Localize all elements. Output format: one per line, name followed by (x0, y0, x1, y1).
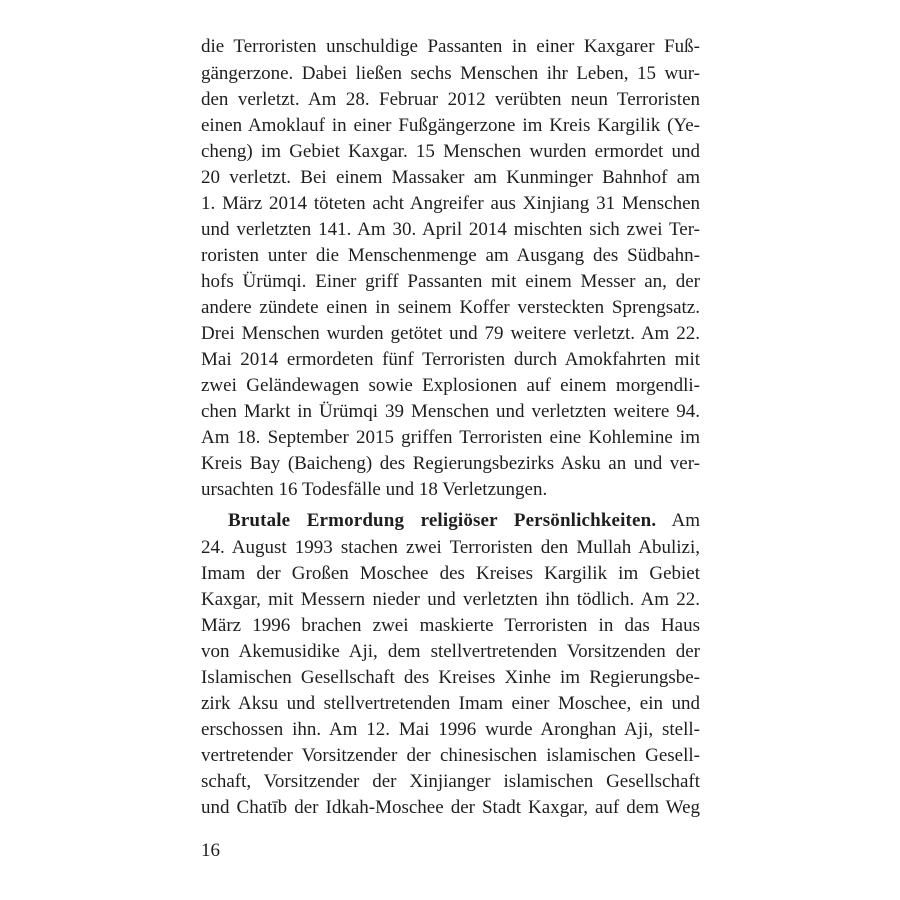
text-line: ursachten 16 Todesfälle und 18 Verletzungen. (201, 479, 548, 500)
text-line: Imam der Großen Moschee des Kreises Kargilik im Gebiet (201, 563, 700, 584)
text-line: vertretender Vorsitzender der chinesischen islamischen Gesell- (201, 745, 700, 766)
text-line: Kaxgar, mit Messern nieder und verletzten ihn tödlich. Am 22. (201, 589, 700, 610)
text-line: den verletzt. Am 28. Februar 2012 verübten neun Terroristen (201, 89, 700, 110)
text-line: zirk Aksu und stellvertretenden Imam einer Moschee, ein und (201, 693, 700, 714)
text-line: andere zündete einen in seinem Koffer versteckten Sprengsatz. (201, 297, 700, 318)
page-number: 16 (201, 840, 220, 861)
text-line: Islamischen Gesellschaft des Kreises Xinhe im Regierungsbe- (201, 667, 700, 688)
text-line: roristen unter die Menschenmenge am Ausgang des Südbahn- (201, 245, 700, 266)
text-line: schaft, Vorsitzender der Xinjianger islamischen Gesellschaft (201, 771, 700, 792)
paragraph-heading: Brutale Ermordung religiöser Persönlichkeiten. (228, 510, 657, 531)
text-line: 20 verletzt. Bei einem Massaker am Kunminger Bahnhof am (201, 167, 700, 188)
paragraph-heading-line (228, 508, 700, 534)
text-line: erschossen ihn. Am 12. Mai 1996 wurde Aronghan Aji, stell- (201, 719, 700, 740)
text-line: gängerzone. Dabei ließen sechs Menschen ihr Leben, 15 wur- (201, 63, 700, 84)
text-line: Kreis Bay (Baicheng) des Regierungsbezirks Asku an und ver- (201, 453, 700, 474)
text-line: die Terroristen unschuldige Passanten in einer Kaxgarer Fuß- (201, 36, 700, 57)
text-line: Mai 2014 ermordeten fünf Terroristen durch Amokfahrten mit (201, 349, 700, 370)
text-line: einen Amoklauf in einer Fußgängerzone im Kreis Kargilik (Ye- (201, 115, 700, 136)
text-line: Drei Menschen wurden getötet und 79 weitere verletzt. Am 22. (201, 323, 700, 344)
text-line: 24. August 1993 stachen zwei Terroristen den Mullah Abulizi, (201, 537, 700, 558)
text-line: März 1996 brachen zwei maskierte Terroristen in das Haus (201, 615, 700, 636)
text-line: Am 18. September 2015 griffen Terroristen eine Kohlemine im (201, 427, 700, 448)
text-line: von Akemusidike Aji, dem stellvertretenden Vorsitzenden der (201, 641, 700, 662)
text-line: chen Markt in Ürümqi 39 Menschen und verletzten weitere 94. (201, 401, 700, 422)
text-line: und Chatīb der Idkah-Moschee der Stadt Kaxgar, auf dem Weg (201, 797, 700, 818)
text-line: cheng) im Gebiet Kaxgar. 15 Menschen wurden ermordet und (201, 141, 700, 162)
text-line: 1. März 2014 töteten acht Angreifer aus Xinjiang 31 Menschen (201, 193, 700, 214)
text-fragment: Am (656, 510, 700, 531)
text-line: und verletzten 141. Am 30. April 2014 mischten sich zwei Ter- (201, 219, 700, 240)
text-line: zwei Geländewagen sowie Explosionen auf einem morgendli- (201, 375, 700, 396)
text-line: hofs Ürümqi. Einer griff Passanten mit einem Messer an, der (201, 271, 700, 292)
